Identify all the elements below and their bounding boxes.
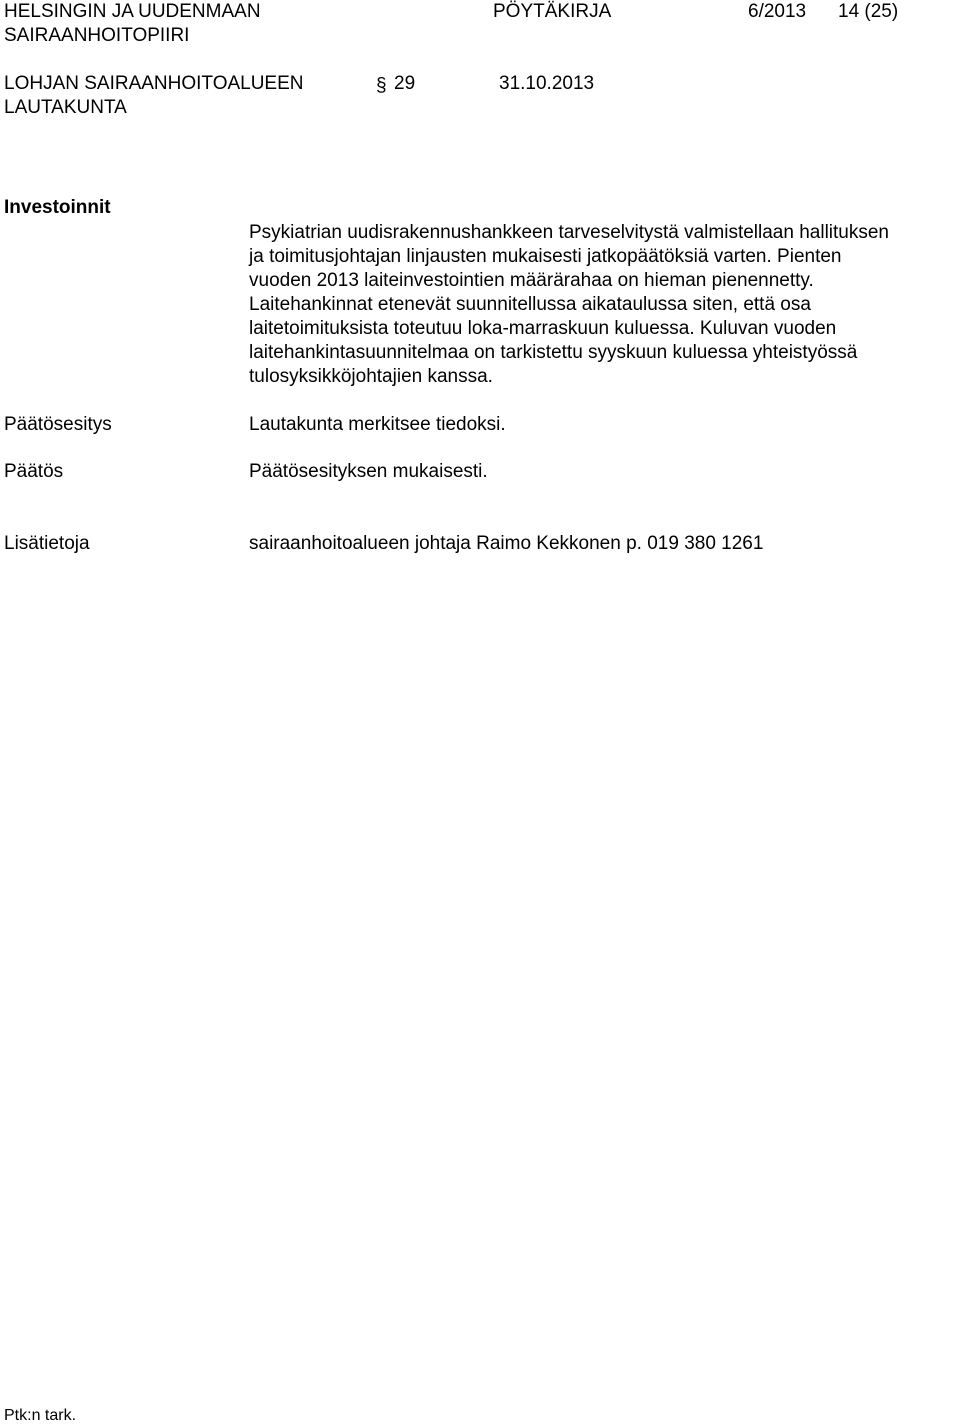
paatosesitys-label: Päätösesitys xyxy=(4,414,112,435)
text-line: Päätösesityksen mukaisesti. xyxy=(249,461,488,482)
contact-info: sairaanhoitoalueen johtaja Raimo Kekkonen p. 019 380 1261 xyxy=(249,533,764,554)
paatos-label: Päätös xyxy=(4,461,64,482)
board-name xyxy=(4,72,304,120)
organization-line-2: SAIRAANHOITOPIIRI xyxy=(4,25,190,46)
board-line-2: LAUTAKUNTA xyxy=(4,97,127,118)
text-line: vuoden 2013 laiteinvestointien määrärahaa on hieman pienennetty. xyxy=(249,270,814,291)
document-type: PÖYTÄKIRJA xyxy=(493,1,612,22)
text-line: Psykiatrian uudisrakennushankkeen tarveselvitystä valmistellaan hallituksen xyxy=(249,222,889,243)
section-symbol: § xyxy=(376,75,387,96)
lisatietoja-text xyxy=(249,532,953,556)
text-line: ja toimitusjohtajan linjausten mukaisesti jatkopäätöksiä varten. Pienten xyxy=(249,246,842,267)
footer-checker-label: Ptk:n tark. xyxy=(4,1407,77,1424)
section-number: 29 xyxy=(394,73,416,94)
board-line-1: LOHJAN SAIRAANHOITOALUEEN xyxy=(4,73,304,94)
document-number: 6/2013 xyxy=(748,1,807,22)
paatos-text xyxy=(249,460,953,484)
text-line: Lautakunta merkitsee tiedoksi. xyxy=(249,414,506,435)
text-line: laitetoimituksista toteutuu loka-marraskuun kuluessa. Kuluvan vuoden xyxy=(249,318,837,339)
organization-line-1: HELSINGIN JA UUDENMAAN xyxy=(4,1,261,22)
investoinnit-text xyxy=(249,221,953,389)
lisatietoja-label: Lisätietoja xyxy=(4,533,90,554)
organization-name xyxy=(4,0,261,48)
text-line: laitehankintasuunnitelmaa on tarkistettu syyskuun kuluessa yhteistyössä xyxy=(249,342,858,363)
text-line: tulosyksikköjohtajien kanssa. xyxy=(249,366,493,387)
meeting-date: 31.10.2013 xyxy=(499,73,595,94)
investoinnit-heading: Investoinnit xyxy=(4,197,111,218)
text-line: Laitehankinnat etenevät suunnitellussa aikataulussa siten, että osa xyxy=(249,294,811,315)
paatosesitys-text xyxy=(249,413,953,437)
page-number: 14 (25) xyxy=(838,1,899,22)
